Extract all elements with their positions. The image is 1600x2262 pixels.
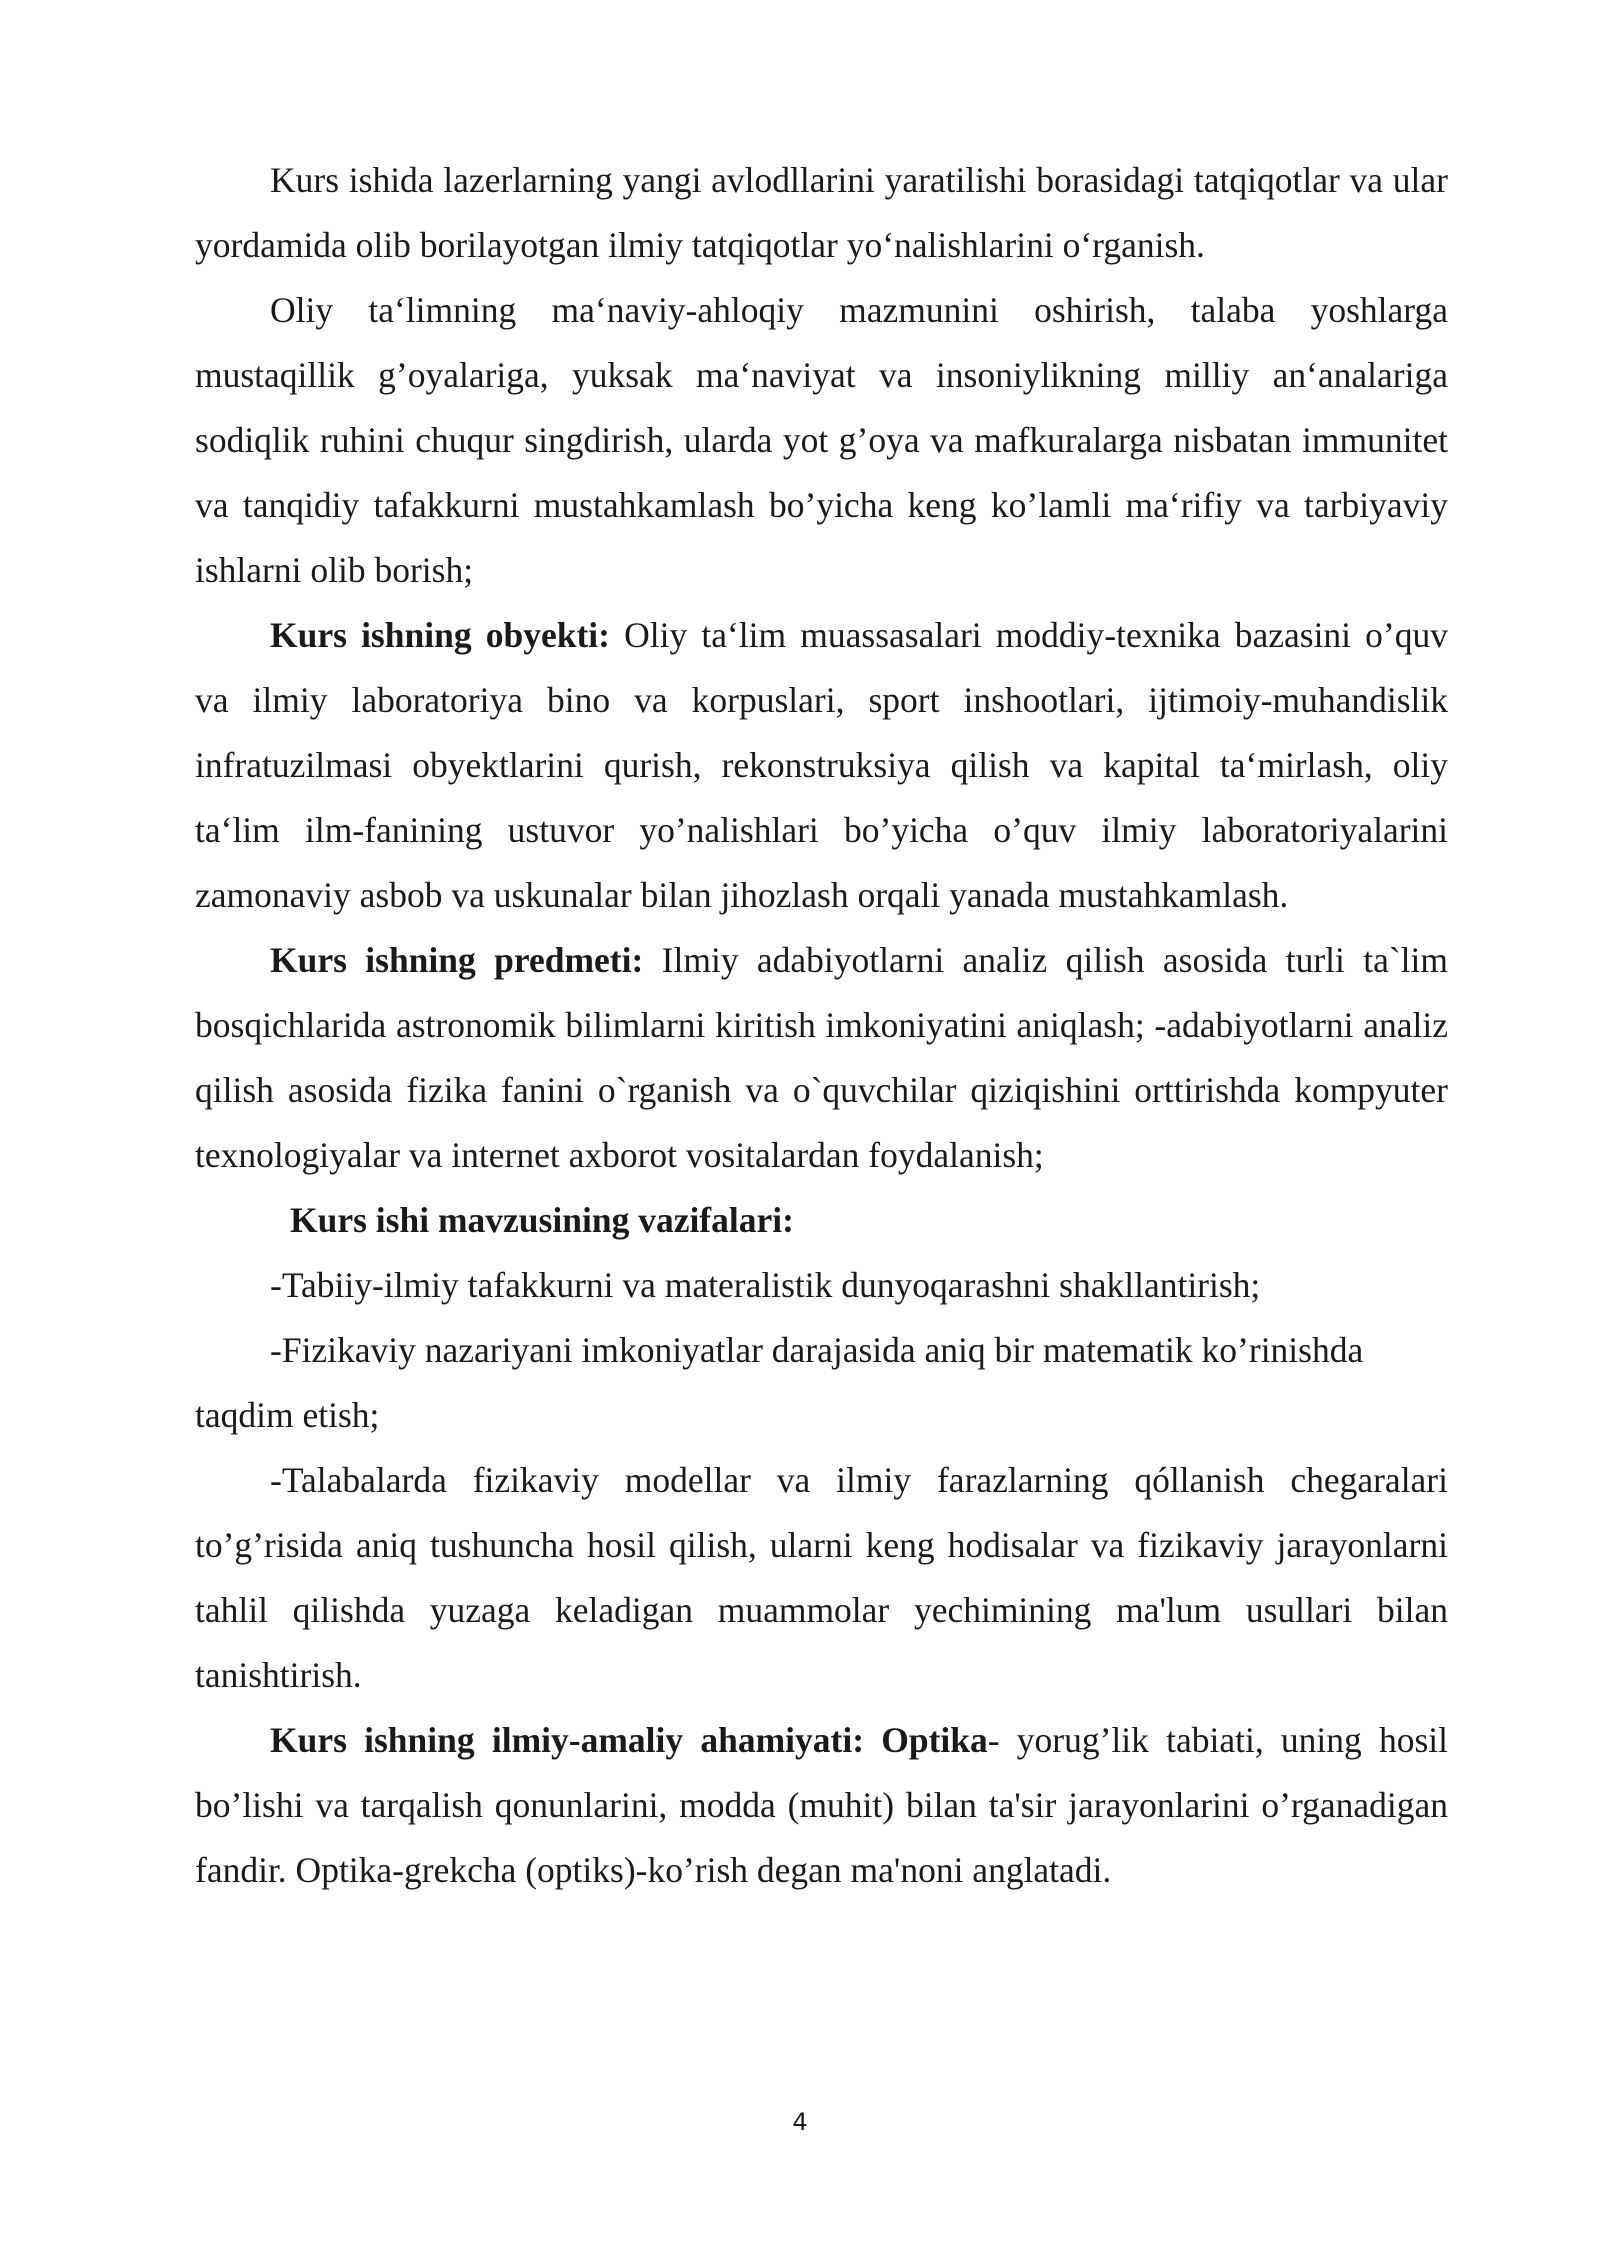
paragraph-course-subject	[195, 928, 1448, 1188]
course-object-label: Kurs ishning obyekti:	[270, 615, 610, 655]
paragraph-practical-significance	[195, 1708, 1448, 1903]
task-item-2: -Fizikaviy nazariyani imkoniyatlar darajasida aniq bir matematik ko’rinishda taqdim etish;	[195, 1330, 1364, 1435]
practical-significance-text: - yorug’lik tabiati, uning hosil bo’lishi va tarqalish qonunlarini, modda (muhit) bilan ta'sir jarayonlarini o’rganadigan fandir. Optika-grekcha (optiks)-ko’rish degan ma'noni anglatadi.	[195, 1720, 1449, 1890]
page-number: 4	[792, 2108, 808, 2136]
course-object-text: Oliy ta‘lim muassasalari moddiy-texnika bazasini o’quv va ilmiy laboratoriya bino va korpuslari, sport inshootlari, ijtimoiy-muhandislik infratuzilmasi obyektlarini qurish, rekonstruksiya qilish va kapital ta‘mirlash, oliy ta‘lim ilm-fanining ustuvor yo’nalishlari bo’yicha o’quv ilmiy laboratoriyalarini zamonaviy asbob va uskunalar bilan jihozlash orqali yanada mustahkamlash.	[195, 615, 1449, 915]
course-subject-label: Kurs ishning predmeti:	[270, 940, 644, 980]
document-body	[195, 148, 1448, 1903]
paragraph-course-object	[195, 603, 1448, 928]
task-item-3: -Talabalarda fizikaviy modellar va ilmiy farazlarning qóllanish chegaralari to’g’risida aniq tushuncha hosil qilish, ularni keng hodisalar va fizikaviy jarayonlarni tahlil qilishda yuzaga keladigan muammolar yechimining ma'lum usullari bilan tanishtirish.	[195, 1460, 1448, 1695]
paragraph-research-topic: Kurs ishida lazerlarning yangi avlodllarini yaratilishi borasidagi tatqiqotlar va ular yordamida olib borilayotgan ilmiy tatqiqotlar yo‘nalishlarini o‘rganish.	[195, 160, 1448, 265]
task-item-1: -Tabiiy-ilmiy tafakkurni va materalistik dunyoqarashni shakllantirish;	[270, 1265, 1261, 1305]
course-subject-text: Ilmiy adabiyotlarni analiz qilish asosida turli ta`lim bosqichlarida astronomik bilimlarni kiritish imkoniyatini aniqlash; -adabiyotlarni analiz qilish asosida fizika fanini o`rganish va o`quvchilar qiziqishini orttirishda kompyuter texnologiyalar va internet axborot vositalardan foydalanish;	[195, 940, 1448, 1175]
practical-significance-label: Kurs ishning ilmiy-amaliy ahamiyati: Optika	[270, 1720, 988, 1760]
paragraph-education-goals: Oliy ta‘limning ma‘naviy-ahloqiy mazmunini oshirish, talaba yoshlarga mustaqillik g’oyalariga, yuksak ma‘naviyat va insoniylikning milliy an‘analariga sodiqlik ruhini chuqur singdirish, ularda yot g’oya va mafkuralarga nisbatan immunitet va tanqidiy tafakkurni mustahkamlash bo’yicha keng ko’lamli ma‘rifiy va tarbiyaviy ishlarni olib borish;	[195, 290, 1448, 590]
tasks-heading: Kurs ishi mavzusining vazifalari:	[290, 1200, 794, 1240]
